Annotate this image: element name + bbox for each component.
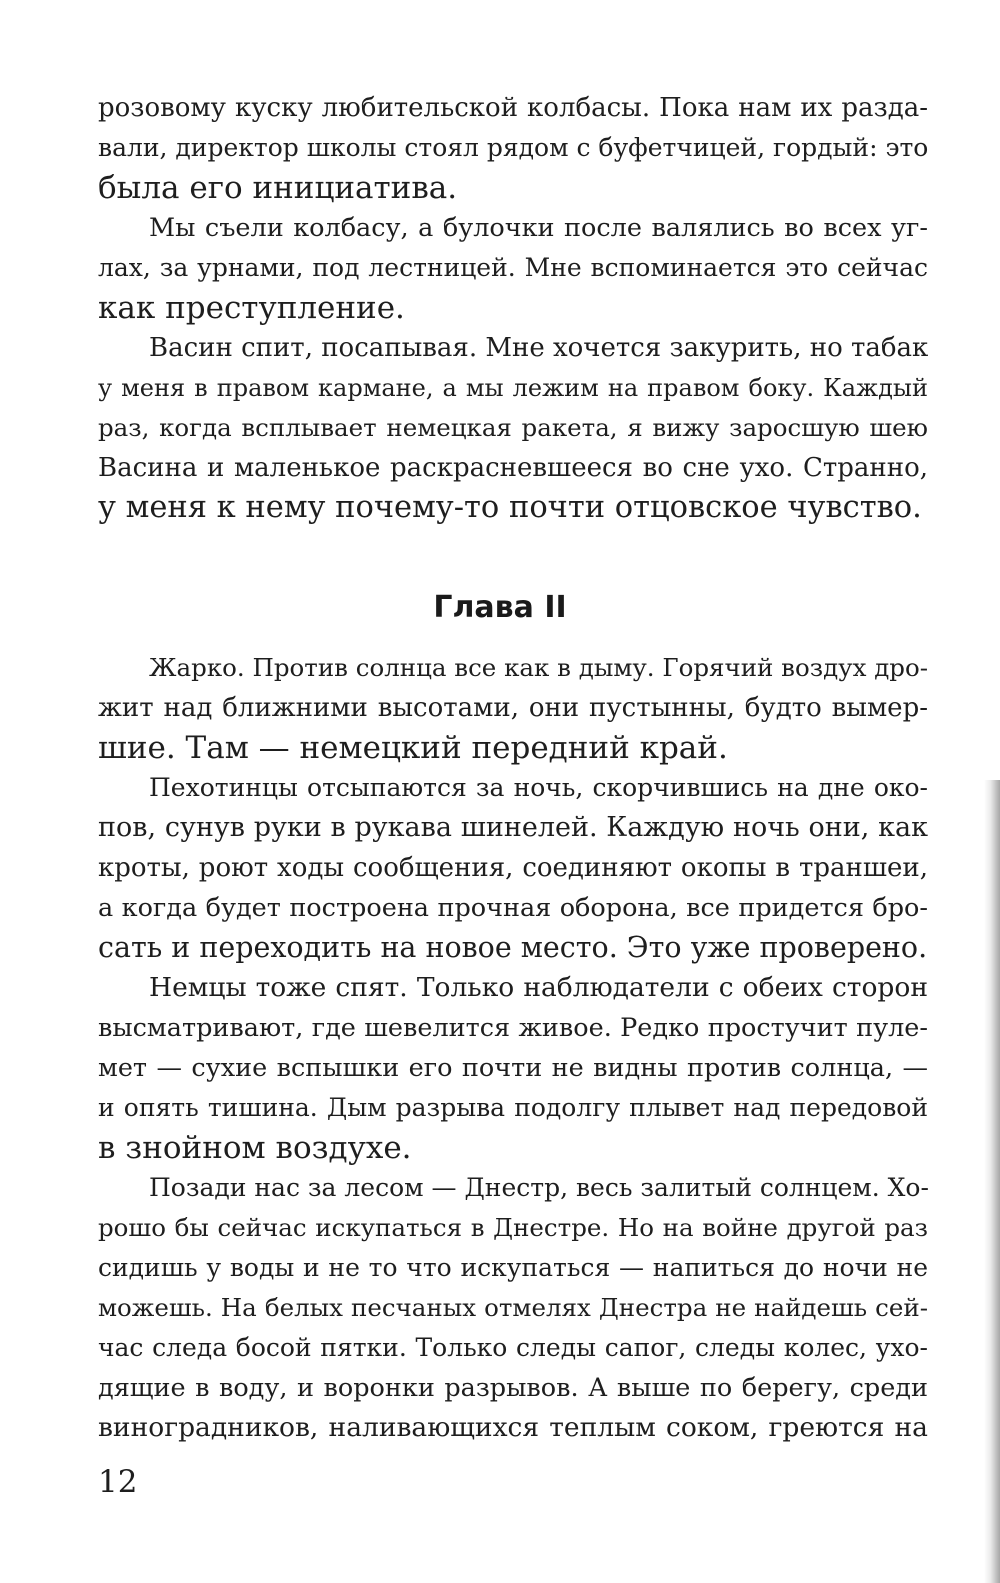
text-line: жит над ближними высотами, они пустынны, будто вымер- — [98, 693, 928, 723]
text-line: шие. Там — немецкий передний край. — [98, 730, 728, 766]
page-edge-shadow — [984, 780, 1000, 1583]
text-line: Позади нас за лесом — Днестр, весь залитый солнцем. Хо- — [149, 1173, 929, 1202]
text-line: как преступление. — [98, 290, 405, 326]
text-line: вали, директор школы стоял рядом с буфетчицей, гордый: это — [98, 133, 929, 162]
text-line: Пехотинцы отсыпаются за ночь, скорчившись на дне око- — [149, 773, 928, 802]
text-line: была его инициатива. — [98, 170, 458, 206]
text-line: пов, сунув руки в рукава шинелей. Каждую ночь они, как — [98, 812, 928, 843]
text-line: лах, за урнами, под лестницей. Мне вспоминается это сейчас — [98, 253, 928, 282]
text-line: час следа босой пятки. Только следы сапог, следы колес, ухо- — [98, 1333, 928, 1362]
text-line: и опять тишина. Дым разрыва подолгу плывет над передовой — [98, 1093, 928, 1122]
text-line: у меня к нему почему-то почти отцовское чувство. — [98, 490, 922, 525]
text-line: Васина и маленькое раскрасневшееся во сне ухо. Странно, — [98, 453, 928, 483]
text-line: у меня в правом кармане, а мы лежим на правом боку. Каждый — [98, 374, 928, 402]
text-line: а когда будет построена прочная оборона, все придется бро- — [98, 893, 928, 923]
text-line: дящие в воду, и воронки разрывов. А выше по берегу, среди — [98, 1373, 928, 1403]
text-line: Васин спит, посапывая. Мне хочется закурить, но табак — [149, 333, 929, 363]
text-line: можешь. На белых песчаных отмелях Днестра не найдешь сей- — [98, 1293, 928, 1322]
page-number: 12 — [98, 1464, 138, 1500]
text-line: раз, когда всплывает немецкая ракета, я вижу заросшую шею — [98, 413, 928, 442]
text-line: в знойном воздухе. — [98, 1130, 412, 1166]
text-line: Немцы тоже спят. Только наблюдатели с обеих сторон — [149, 972, 928, 1003]
text-line: рошо бы сейчас искупаться в Днестре. Но на войне другой раз — [98, 1213, 928, 1242]
text-line: сать и переходить на новое место. Это уже проверено. — [98, 931, 928, 964]
text-line: кроты, роют ходы сообщения, соединяют окопы в траншеи, — [98, 853, 928, 883]
text-line: виноградников, наливающихся теплым соком, греются на — [98, 1412, 928, 1443]
text-line: мет — сухие вспышки его почти не видны против солнца, — — [98, 1053, 928, 1083]
text-line: Жарко. Против солнца все как в дыму. Горячий воздух дро- — [149, 653, 928, 682]
text-line: сидишь у воды и не то что искупаться — напиться до ночи не — [98, 1253, 928, 1282]
text-line: розовому куску любительской колбасы. Пока нам их разда- — [98, 93, 928, 123]
text-line: высматривают, где шевелится живое. Редко простучит пуле- — [98, 1013, 928, 1043]
chapter-heading: Глава II — [433, 590, 567, 625]
text-line: Мы съели колбасу, а булочки после валялись во всех уг- — [149, 213, 928, 243]
